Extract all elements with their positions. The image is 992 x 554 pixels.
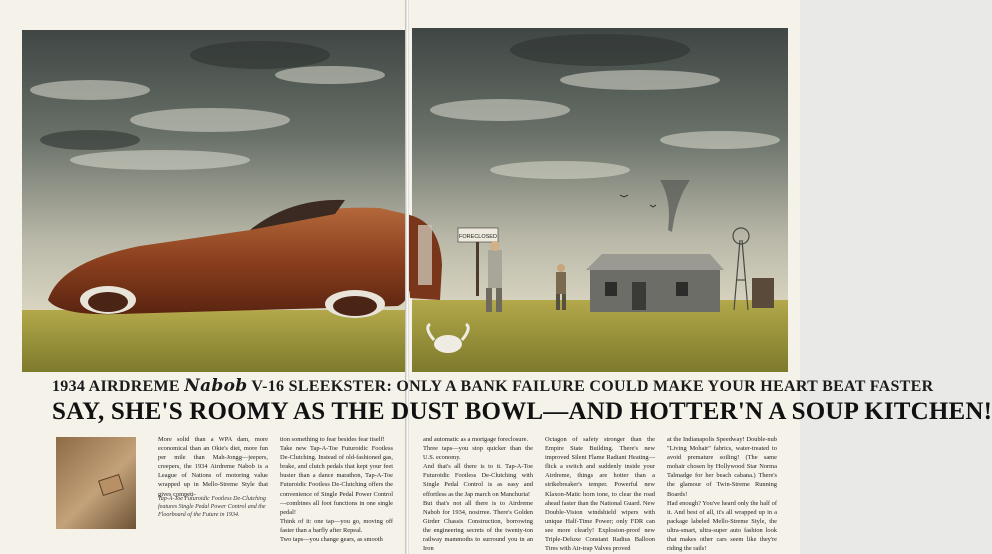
paragraph: And that's all there is to it. Tap-A-Toe Futuroidic Footless De-Clutching with Single Pedal Control is as easy and effortless as the Jap march on Manchuria! — [423, 463, 533, 498]
body-column-1 — [158, 435, 268, 499]
headline-line-2: SAY, SHE'S ROOMY AS THE DUST BOWL—AND HOTTER'N A SOUP KITCHEN! — [52, 398, 992, 425]
paragraph: Three taps—you stop quicker than the U.S. economy. — [423, 445, 533, 462]
grass-left — [22, 310, 405, 372]
brand-name: Nabob — [184, 376, 248, 396]
body-column-5 — [667, 435, 777, 553]
body-column-4 — [545, 435, 655, 553]
inset-caption: Tap-A-Toe Futuroidic Footless De-Clutching features Single Pedal Power Control and the Floorboard of the Future in 1934. — [158, 496, 266, 518]
pedal-icon — [98, 474, 124, 496]
page-gutter — [405, 0, 409, 554]
pedal-inset-photo — [56, 437, 136, 529]
sign-text: FORECLOSED — [459, 234, 497, 240]
paragraph: at the Indianapolis Speedway! Double-nub "Living Mohair" fabrics, water-treated to avoid premature soiling! (The same mohair chosen by Hollywood Star Norma Talmadge for her beach cabana.) There's the glamour of Twin-Streme Running Boards! — [667, 436, 777, 498]
headline-pre: 1934 AIRDREME — [52, 378, 180, 395]
paragraph: More solid than a WPA dam, more economical than an Okie's diet, more fun per mile than Mah-Jongg—jeepers, creepers, the 1934 Airdreme Nabob is a League of Nations of motoring value wrapped up in Mello-Streme Style that gives competi- — [158, 436, 268, 498]
paragraph: tion something to fear besides fear itself! — [280, 436, 385, 443]
paragraph: and automatic as a mortgage foreclosure. — [423, 436, 529, 443]
headline-post: V-16 SLEEKSTER: ONLY A BANK FAILURE COULD MAKE YOUR HEART BEAT FASTER — [251, 378, 934, 395]
paragraph: Take new Tap-A-Toe Futuroidic Footless De-Clutching. Instead of old-fashioned gas, brake, and clutch pedals that kept your feet busier than a dance marathon, Tap-A-Toe Futuroidic Footless De-Clutching offers the convenience of Single Pedal Power Control—combines all foot functions in one single pedal! — [280, 445, 393, 516]
body-column-2 — [280, 435, 393, 544]
paragraph: Octagon of safety stronger than the Empire State Building. There's new improved Silent Flame Radiant Heating—flick a switch and suddenly inside your Airdreme, things are hotter than a strikebreaker's temper. Powerful new Klaxon-Matic horn tone, to clear the road ahead faster than the National Guard. New Double-Vision windshield wipers with unique Half-Time Power; only FDR can see more clearly! Explosion-proof new Triple-Deluxe Constant Radius Balloon Tires with Air-trap Valves proved — [545, 436, 655, 553]
outhouse — [752, 278, 774, 308]
paragraph: Had enough? You've heard only the half of it. And best of all, it's all wrapped up in a package labeled Mello-Streme Style, the ultra-smart, ultra-super auto fashion look that makes other cars seem like they're riding the rails! — [667, 499, 777, 553]
farmhouse — [586, 254, 724, 312]
paragraph: Think of it: one tap—you go, moving off faster than a barfly after Repeal. — [280, 517, 393, 534]
paragraph: Two taps—you change gears, as smooth — [280, 536, 383, 544]
headline-line-1 — [52, 376, 934, 396]
body-column-3 — [423, 435, 533, 553]
paragraph: But that's not all there is to Airdreme Nabob for 1934, nosirree. There's Golden Girder Chassis Construction, borrowing the engineering secrets of the twenty-ton railway mammoths to surround you in an Iron — [423, 499, 533, 553]
